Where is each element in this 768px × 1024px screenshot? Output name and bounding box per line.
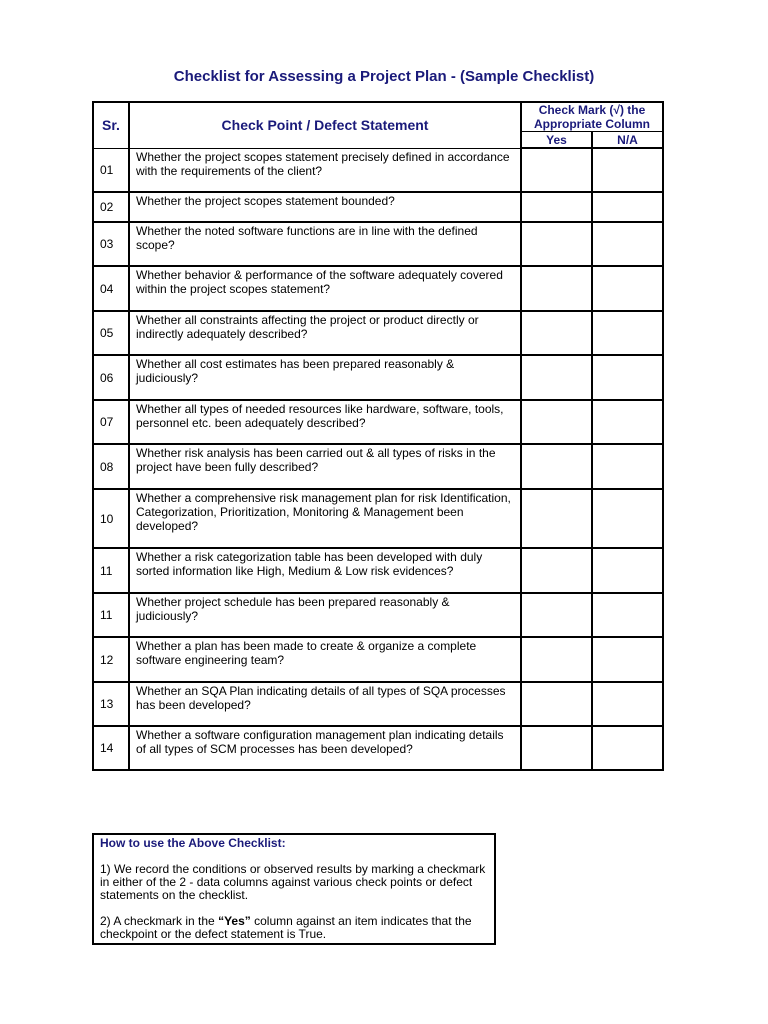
row-statement: Whether a plan has been made to create & organize a complete software engineering team? — [129, 637, 521, 682]
row-sr: 01 — [93, 148, 129, 192]
table-row — [93, 637, 663, 682]
table-row — [93, 682, 663, 726]
row-sr: 11 — [93, 548, 129, 593]
how-to-box — [92, 833, 496, 945]
row-sr: 11 — [93, 593, 129, 637]
row-statement: Whether all types of needed resources like hardware, software, tools, personnel etc. been adequately described? — [129, 400, 521, 444]
row-na-cell[interactable] — [592, 266, 663, 311]
row-yes-cell[interactable] — [521, 489, 592, 548]
row-sr: 04 — [93, 266, 129, 311]
row-statement: Whether a comprehensive risk management plan for risk Identification, Categorization, Prioritization, Monitoring & Management been developed? — [129, 489, 521, 548]
row-na-cell[interactable] — [592, 726, 663, 770]
row-yes-cell[interactable] — [521, 726, 592, 770]
table-row — [93, 593, 663, 637]
row-statement: Whether a risk categorization table has been developed with duly sorted information like High, Medium & Low risk evidences? — [129, 548, 521, 593]
checklist-body — [93, 148, 663, 770]
row-na-cell[interactable] — [592, 222, 663, 266]
row-na-cell[interactable] — [592, 593, 663, 637]
row-yes-cell[interactable] — [521, 400, 592, 444]
table-row — [93, 548, 663, 593]
row-sr: 13 — [93, 682, 129, 726]
row-yes-cell[interactable] — [521, 548, 592, 593]
row-statement: Whether all constraints affecting the project or product directly or indirectly adequately described? — [129, 311, 521, 355]
row-sr: 06 — [93, 355, 129, 400]
row-na-cell[interactable] — [592, 682, 663, 726]
table-row — [93, 400, 663, 444]
how-to-step-2-prefix: 2) A checkmark in the — [100, 914, 219, 928]
row-yes-cell[interactable] — [521, 444, 592, 489]
row-na-cell[interactable] — [592, 489, 663, 548]
row-sr: 07 — [93, 400, 129, 444]
page-title: Checklist for Assessing a Project Plan - (Sample Checklist) — [173, 68, 595, 85]
table-row — [93, 726, 663, 770]
how-to-step-2 — [100, 915, 488, 941]
row-sr: 03 — [93, 222, 129, 266]
table-row — [93, 192, 663, 222]
row-sr: 10 — [93, 489, 129, 548]
row-na-cell[interactable] — [592, 400, 663, 444]
header-na: N/A — [592, 132, 663, 149]
row-statement: Whether a software configuration management plan indicating details of all types of SCM processes has been developed? — [129, 726, 521, 770]
row-statement: Whether an SQA Plan indicating details of all types of SQA processes has been developed? — [129, 682, 521, 726]
row-na-cell[interactable] — [592, 192, 663, 222]
row-sr: 12 — [93, 637, 129, 682]
row-yes-cell[interactable] — [521, 148, 592, 192]
header-yes: Yes — [521, 132, 592, 149]
how-to-step-1: 1) We record the conditions or observed results by marking a checkmark in either of the 2 - data columns against various check points or defect statements on the checklist. — [100, 862, 486, 902]
table-row — [93, 444, 663, 489]
table-row — [93, 222, 663, 266]
row-statement: Whether the project scopes statement bounded? — [129, 192, 521, 222]
checklist-table — [92, 101, 664, 771]
header-check-mark: Check Mark (√) the Appropriate Column — [521, 102, 663, 132]
row-yes-cell[interactable] — [521, 222, 592, 266]
row-statement: Whether project schedule has been prepared reasonably & judiciously? — [129, 593, 521, 637]
table-row — [93, 148, 663, 192]
row-statement: Whether all cost estimates has been prepared reasonably & judiciously? — [129, 355, 521, 400]
row-yes-cell[interactable] — [521, 192, 592, 222]
row-sr: 14 — [93, 726, 129, 770]
row-sr: 08 — [93, 444, 129, 489]
table-row — [93, 266, 663, 311]
header-sr: Sr. — [93, 102, 129, 148]
row-statement: Whether the noted software functions are in line with the defined scope? — [129, 222, 521, 266]
how-to-step-2-yes: “Yes” — [218, 914, 251, 928]
row-na-cell[interactable] — [592, 444, 663, 489]
table-row — [93, 311, 663, 355]
row-na-cell[interactable] — [592, 311, 663, 355]
table-row — [93, 489, 663, 548]
how-to-step-2-suffix: column against an item indicates that the checkpoint or the defect statement is True. — [100, 914, 472, 941]
row-yes-cell[interactable] — [521, 311, 592, 355]
row-sr: 05 — [93, 311, 129, 355]
row-statement: Whether the project scopes statement precisely defined in accordance with the requirements of the client? — [129, 148, 521, 192]
row-na-cell[interactable] — [592, 548, 663, 593]
table-row — [93, 355, 663, 400]
row-yes-cell[interactable] — [521, 637, 592, 682]
row-yes-cell[interactable] — [521, 593, 592, 637]
row-yes-cell[interactable] — [521, 355, 592, 400]
row-na-cell[interactable] — [592, 355, 663, 400]
row-na-cell[interactable] — [592, 148, 663, 192]
header-check-point: Check Point / Defect Statement — [129, 102, 521, 148]
row-statement: Whether behavior & performance of the software adequately covered within the project scopes statement? — [129, 266, 521, 311]
row-statement: Whether risk analysis has been carried out & all types of risks in the project have been fully described? — [129, 444, 521, 489]
row-sr: 02 — [93, 192, 129, 222]
row-na-cell[interactable] — [592, 637, 663, 682]
how-to-title: How to use the Above Checklist: — [100, 836, 286, 850]
row-yes-cell[interactable] — [521, 682, 592, 726]
row-yes-cell[interactable] — [521, 266, 592, 311]
